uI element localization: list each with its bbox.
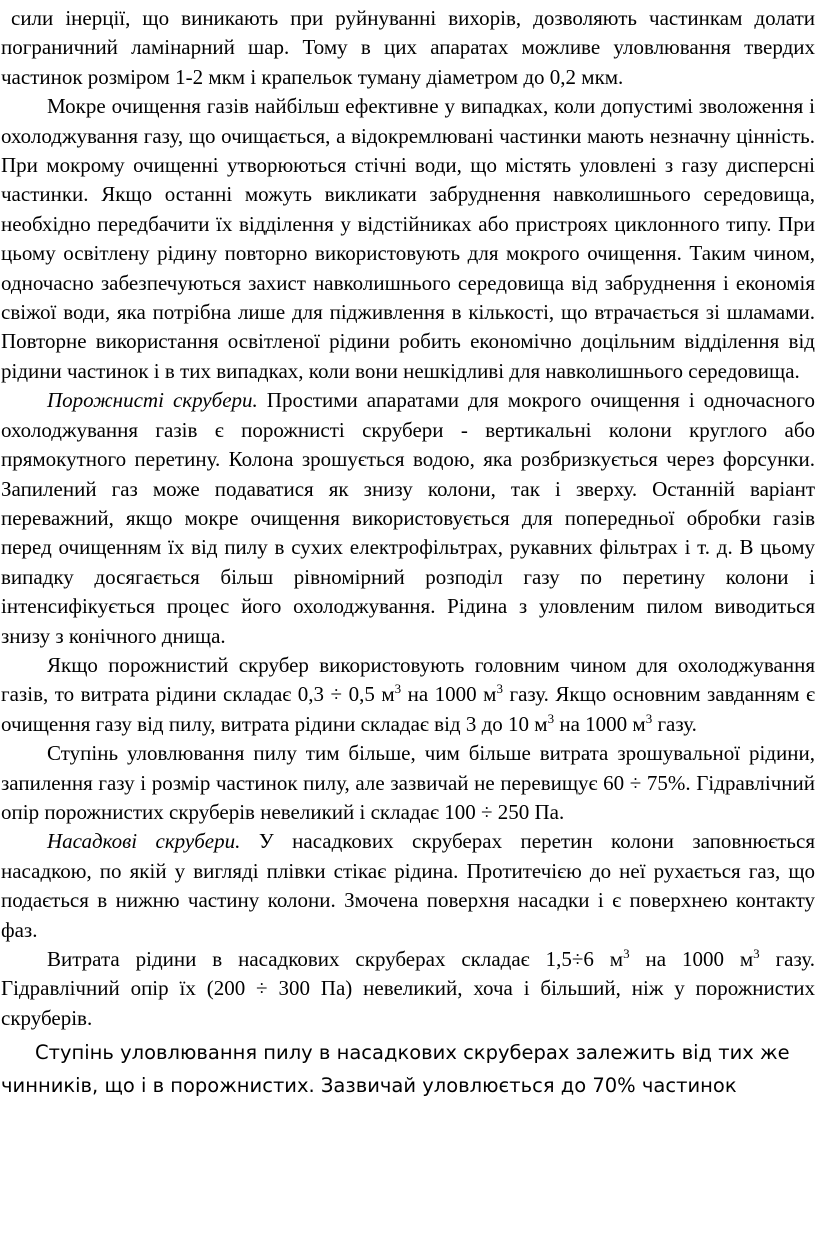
paragraph-8: Ступінь уловлювання пилу в насадкових скруберах залежить від тих же чинників, що і в порожнистих. Зазвичай уловлюється до 70% частинок: [1, 1041, 790, 1098]
superscript: 3: [496, 681, 503, 697]
paragraph-2: Мокре очищення газів найбільш ефективне у випадках, коли допустимі зволоження і охолоджування газу, що очищається, а відокремлювані частинки мають незначну цінність. При мокрому очищенні утворюються стічні води, що містять уловлені з газу дисперсні частинки. Якщо останні можуть викликати забруднення навколишнього середовища, необхідно передбачити їх відділення у відстійниках або пристроях циклонного типу. При цьому освітлену рідину повторно використовують для мокрого очищення. Таким чином, одночасно забезпечуються захист навколишнього середовища від забруднення і економія свіжої води, яка потрібна лише для підживлення в кількості, що втрачається зі шламами. Повторне використання освітленої рідини робить економічно доцільним відділення від рідини частинок і в тих випадках, коли вони нешкідливі для навколишнього середовища.: [1, 94, 815, 383]
text-fragment: газу. Гідравлічний опір їх (200 ÷ 300 Па) невеликий, хоча і більший, ніж у порожнистих скруберів.: [1, 947, 816, 1030]
superscript: 3: [394, 681, 402, 697]
superscript: 3: [623, 946, 630, 961]
paragraph-7: [1, 945, 815, 1033]
text-fragment: газу. Якщо основним завданням є очищення газу від пилу, витрата рідини складає від 3 до 10 м: [1, 682, 815, 736]
text-fragment: газу.: [652, 711, 697, 736]
paragraph-6-text: У насадкових скруберах перетин колони заповнюється насадкою, по якій у вигляді плівки стікає рідина. Протитечією до неї рухається газ, що подається в нижню частину колони. Змочена поверхня насадки і є поверхнею контакту фаз.: [1, 829, 815, 942]
text-fragment: на 1000 м: [629, 947, 754, 971]
paragraph-3: [1, 386, 815, 651]
paragraph-5: Ступінь уловлювання пилу тим більше, чим більше витрата зрошувальної рідини, запилення газу і розмір частинок пилу, але зазвичай не перевищує 60 ÷ 75%. Гідравлічний опір порожнистих скруберів невеликий і складає 100 ÷ 250 Па.: [1, 741, 815, 824]
superscript: 3: [753, 946, 760, 961]
paragraph-3-text: Простими апаратами для мокрого очищення і одночасного охолоджування газів є порожнисті скрубери - вертикальні колони круглого або прямокутного перетину. Колона зрошується водою, яка розбризкується через форсунки. Запилений газ може подаватися як знизу колони, так і зверху. Останній варіант переважний, якщо мокре очищення використовується для попередньої обробки газів перед очищенням їх від пилу в сухих електрофільтрах, рукавних фільтрах і т. д. В цьому випадку досягається більш рівномірний розподіл газу по перетину колони і інтенсифікується процес його охолоджування. Рідина з уловленим пилом виводиться знизу з конічного днища.: [1, 388, 815, 648]
section-heading-packed-scrubbers: Насадкові скрубери.: [47, 829, 241, 854]
superscript: 3: [547, 710, 555, 726]
paragraph-4: [1, 651, 815, 739]
text-fragment: на 1000 м: [554, 711, 646, 736]
text-fragment: Якщо порожнистий скрубер використовують головним чином для охолоджування газів, то витрата рідини складає 0,3 ÷ 0,5 м: [1, 652, 815, 707]
section-heading-hollow-scrubbers: Порожнисті скрубери.: [47, 388, 258, 413]
paragraph-1: сили інерції, що виникають при руйнуванні вихорів, дозволяють частинкам долати пограничний ламінарний шар. Тому в цих апаратах можливе уловлювання твердих частинок розміром 1-2 мкм і крапельок туману діаметром до 0,2 мкм.: [1, 6, 815, 89]
paragraph-6: [1, 827, 815, 945]
text-fragment: Витрата рідини в насадкових скруберах складає 1,5÷6 м: [47, 947, 624, 971]
text-fragment: на 1000 м: [401, 682, 497, 707]
superscript: 3: [645, 710, 653, 726]
